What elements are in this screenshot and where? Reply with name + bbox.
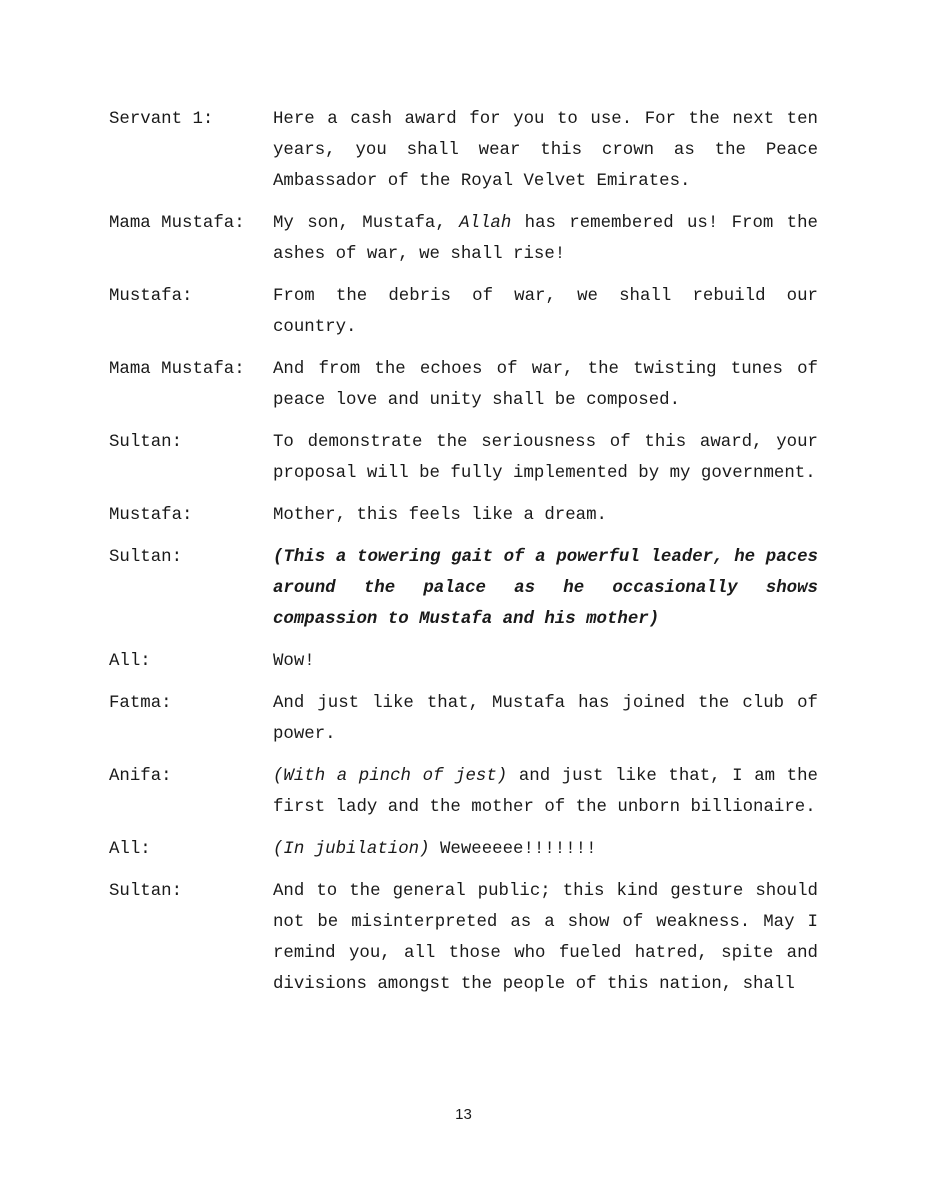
dialogue-entry	[109, 646, 819, 677]
page-number: 13	[455, 1106, 472, 1123]
speaker-name: Sultan:	[109, 548, 183, 567]
stage-direction-text: (This a towering gait of a powerful leader, he paces around the palace as he occasionally shows compassion to Mustafa and his mother)	[273, 548, 818, 629]
dialogue-text	[273, 688, 818, 750]
dialogue-entry	[109, 281, 819, 343]
dialogue-entry	[109, 500, 819, 531]
stage-direction-entry	[109, 542, 819, 635]
speaker-name: Anifa:	[109, 767, 172, 786]
dialogue-segment: has remembered us! From the ashes of war, we shall rise!	[273, 214, 818, 264]
dialogue-entry	[109, 427, 819, 489]
dialogue-segment: To demonstrate the seriousness of this award, your proposal will be fully implemented by my government.	[273, 433, 818, 483]
speaker-name: Mustafa:	[109, 506, 193, 525]
dialogue-segment: And to the general public; this kind gesture should not be misinterpreted as a show of weakness. May I remind you, all those who fueled hatred, spite and divisions amongst the people of this nation, shall	[273, 882, 818, 994]
speaker-name: Sultan:	[109, 882, 183, 901]
dialogue-segment: Wow!	[273, 652, 315, 671]
dialogue-text	[273, 427, 818, 489]
dialogue-text	[273, 354, 818, 416]
dialogue-text	[273, 834, 818, 865]
speaker-name: Mustafa:	[109, 287, 193, 306]
dialogue-segment: Here a cash award for you to use. For the next ten years, you shall wear this crown as the Peace Ambassador of the Royal Velvet Emirates.	[273, 110, 818, 191]
dialogue-segment: And just like that, Mustafa has joined the club of power.	[273, 694, 818, 744]
speaker-name: Sultan:	[109, 433, 183, 452]
dialogue-segment: Weweeeee!!!!!!!	[429, 840, 597, 859]
dialogue-text	[273, 104, 818, 197]
italic-segment: (In jubilation)	[273, 840, 430, 859]
dialogue-segment: My son, Mustafa,	[273, 214, 460, 233]
dialogue-segment: Mother, this feels like a dream.	[273, 506, 607, 525]
dialogue-entry	[109, 834, 819, 865]
dialogue-text	[273, 761, 818, 823]
dialogue-entry	[109, 354, 819, 416]
dialogue-text	[273, 646, 818, 677]
dialogue-segment: From the debris of war, we shall rebuild our country.	[273, 287, 818, 337]
italic-segment: Allah	[459, 214, 512, 233]
speaker-name: Mama Mustafa:	[109, 360, 245, 379]
dialogue-entry	[109, 688, 819, 750]
speaker-name: Mama Mustafa:	[109, 214, 245, 233]
dialogue-entry	[109, 104, 819, 197]
speaker-name: Servant 1:	[109, 110, 214, 129]
dialogue-text	[273, 281, 818, 343]
dialogue-entry	[109, 208, 819, 270]
stage-direction	[273, 542, 818, 635]
speaker-name: Fatma:	[109, 694, 172, 713]
dialogue-segment: And from the echoes of war, the twisting tunes of peace love and unity shall be composed.	[273, 360, 818, 410]
dialogue-text	[273, 876, 818, 1000]
speaker-name: All:	[109, 652, 151, 671]
script-body	[109, 104, 819, 1011]
italic-segment: (With a pinch of jest)	[273, 767, 508, 786]
dialogue-entry	[109, 761, 819, 823]
speaker-name: All:	[109, 840, 151, 859]
dialogue-text	[273, 208, 818, 270]
dialogue-text	[273, 500, 818, 531]
dialogue-entry	[109, 876, 819, 1000]
dialogue-segment: and just like that, I am the first lady and the mother of the unborn billionaire.	[273, 767, 818, 817]
